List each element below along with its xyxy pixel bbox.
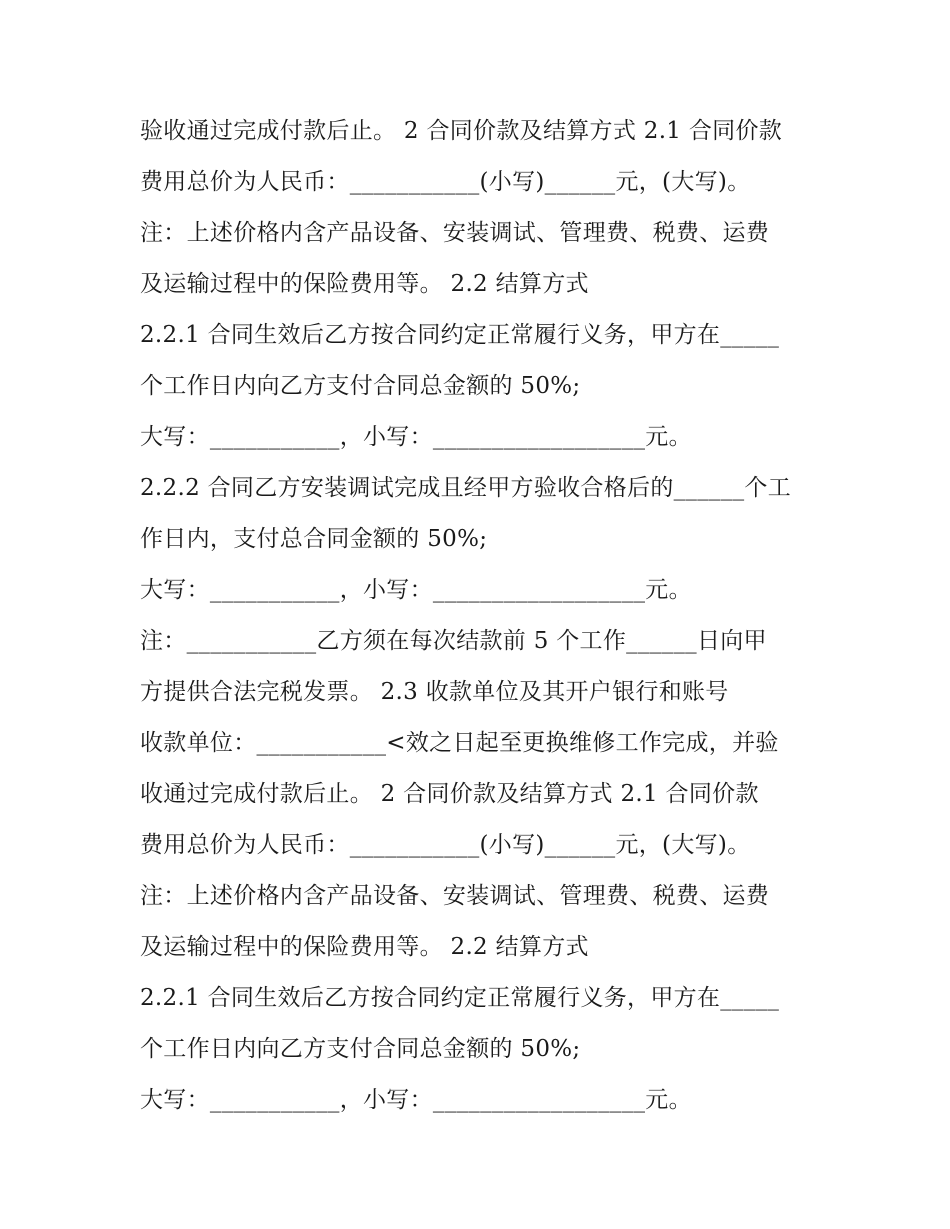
text-line: 方提供合法完税发票。 2.3 收款单位及其开户银行和账号 (140, 679, 729, 705)
text-line: 费用总价为人民币：___________(小写)______元，(大写)。 (140, 169, 751, 195)
text-line: 大写：___________，小写：__________________元。 (140, 424, 692, 450)
text-line: 注：___________乙方须在每次结款前 5 个工作______日向甲 (140, 628, 767, 654)
text-line: 及运输过程中的保险费用等。 2.2 结算方式 (140, 271, 589, 297)
text-line: 注：上述价格内含产品设备、安装调试、管理费、税费、运费 (140, 220, 770, 246)
text-line: 大写：___________，小写：__________________元。 (140, 1087, 692, 1113)
text-line: 及运输过程中的保险费用等。 2.2 结算方式 (140, 934, 589, 960)
text-line: 2.2.1 合同生效后乙方按合同约定正常履行义务，甲方在_____ (140, 985, 780, 1011)
text-line: 验收通过完成付款后止。 2 合同价款及结算方式 2.1 合同价款 (140, 118, 783, 144)
text-line: 2.2.2 合同乙方安装调试完成且经甲方验收合格后的______个工 (140, 475, 792, 501)
text-line: 大写：___________，小写：__________________元。 (140, 577, 692, 603)
text-line: 收通过完成付款后止。 2 合同价款及结算方式 2.1 合同价款 (140, 781, 759, 807)
text-line: 2.2.1 合同生效后乙方按合同约定正常履行义务，甲方在_____ (140, 322, 780, 348)
text-line: 注：上述价格内含产品设备、安装调试、管理费、税费、运费 (140, 883, 770, 909)
contract-text (140, 106, 830, 1126)
text-line: 作日内，支付总合同金额的 50%; (140, 526, 488, 552)
text-line: 收款单位：___________<效之日起至更换维修工作完成，并验 (140, 730, 779, 756)
text-line: 个工作日内向乙方支付合同总金额的 50%; (140, 1036, 581, 1062)
text-line: 费用总价为人民币：___________(小写)______元，(大写)。 (140, 832, 751, 858)
text-line: 个工作日内向乙方支付合同总金额的 50%; (140, 373, 581, 399)
